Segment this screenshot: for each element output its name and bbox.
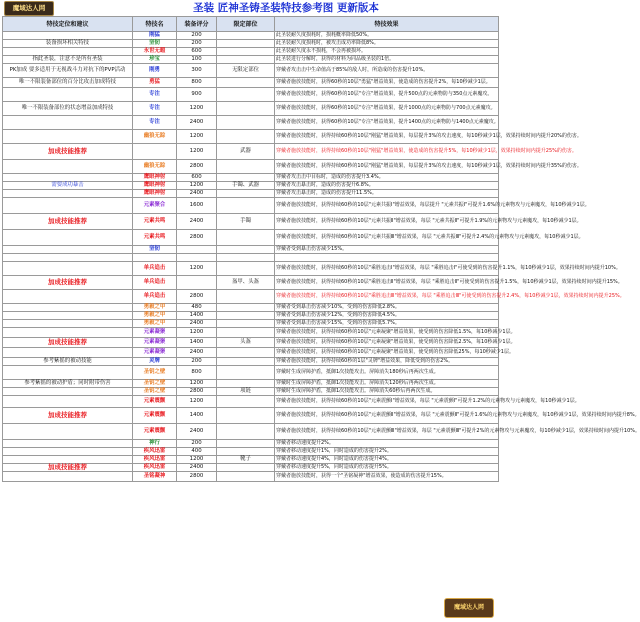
score-cell: 1400: [177, 338, 217, 348]
table-row: [3, 276, 499, 290]
slot-cell: [217, 312, 275, 320]
score-cell: 1200: [177, 380, 217, 388]
table-body: [3, 32, 640, 482]
slot-cell: [217, 246, 275, 254]
effect-cell: 穿戴者施放技能时，获得持续60秒的10层"元素震颤Ⅲ"增益效果，每层 "元素震颤Ⅲ"可提升2%的元素物攻与元素魔攻，每10秒减少1层，效果持续时间内提升10%。: [275, 424, 499, 440]
score-cell: 480: [177, 304, 217, 312]
score-cell: 600: [177, 48, 217, 56]
effect-cell: 穿戴者施放技能时，获得60秒的10层"专注"增益效果，提升1000点的元素物防与700点元素魔攻。: [275, 102, 499, 116]
skill-name-cell: 永世无暇: [133, 48, 177, 56]
slot-cell: 项链: [217, 388, 275, 396]
score-cell: 200: [177, 440, 217, 448]
position-cell: 加成技能推荐: [3, 276, 133, 290]
effect-cell: 穿戴者受到暴击伤害减少10%，受到的伤害降低2.8%。: [275, 304, 499, 312]
slot-cell: [217, 448, 275, 456]
table-row: [3, 174, 499, 182]
skill-name-cell: 专注: [133, 88, 177, 102]
position-cell: 加成技能推荐: [3, 214, 133, 230]
slot-cell: [217, 408, 275, 424]
skill-name-cell: 元素震颤: [133, 396, 177, 408]
skill-name-cell: [133, 254, 177, 262]
skill-name-cell: 圣钥之壁: [133, 380, 177, 388]
skill-table: [2, 16, 640, 482]
watermark-badge: 魔域达人网: [444, 598, 494, 618]
site-logo: 魔域达人网: [4, 1, 54, 16]
table-row: [3, 102, 499, 116]
score-cell: 1200: [177, 102, 217, 116]
table-row: [3, 380, 499, 388]
effect-cell: 穿戴者施放技能时，获得持续60秒的1层"灵牌"增益效果，降低受到的伤害2%。: [275, 358, 499, 366]
score-cell: 2400: [177, 348, 217, 358]
skill-name-cell: 元素凝聚: [133, 328, 177, 338]
score-cell: 1200: [177, 130, 217, 144]
skill-name-cell: 勇毅之甲: [133, 320, 177, 328]
skill-name-cell: 圣铭凝神: [133, 472, 177, 482]
slot-cell: [217, 88, 275, 102]
effect-cell: 穿戴者施放技能时，获得持续60秒的10层"乘胜追击Ⅲ"增益效果，每层 "乘胜追击Ⅲ"可使受到的伤害提升2.4%，每10秒减少1层，效果持续时间内提升25%。: [275, 290, 499, 304]
position-cell: [3, 254, 133, 262]
position-cell: [3, 32, 133, 40]
skill-name-cell: 单兵追击: [133, 276, 177, 290]
skill-name-cell: 鹰眼神射: [133, 174, 177, 182]
score-cell: 2400: [177, 116, 217, 130]
table-row: [3, 262, 499, 276]
header-score: 装备评分: [177, 17, 217, 32]
position-cell: [3, 88, 133, 102]
header-skill-name: 特技名: [133, 17, 177, 32]
position-cell: [3, 440, 133, 448]
score-cell: 2400: [177, 214, 217, 230]
slot-cell: [217, 440, 275, 448]
score-cell: 200: [177, 358, 217, 366]
table-header-row: [3, 17, 499, 32]
effect-cell: 穿戴时生成屏障护盾，抵御1次技能攻击。屏障消失120秒后再两次生成。: [275, 380, 499, 388]
effect-cell: 穿戴者施放技能时，获得持续60秒的10层"元素共振Ⅲ"增益效果，每层 "元素共振Ⅲ"可提升2.4%的元素物攻与元素魔攻，每10秒减少1层。: [275, 230, 499, 246]
table-row: [3, 328, 499, 338]
position-cell: 加成技能推荐: [3, 144, 133, 160]
skill-name-cell: 元素共鸣: [133, 230, 177, 246]
score-cell: [177, 246, 217, 254]
score-cell: 200: [177, 32, 217, 40]
slot-cell: [217, 348, 275, 358]
score-cell: 1400: [177, 312, 217, 320]
score-cell: 1200: [177, 262, 217, 276]
effect-cell: 穿戴者受到暴击伤害减少15%，受到的伤害降低5.7%。: [275, 320, 499, 328]
slot-cell: [217, 174, 275, 182]
skill-name-cell: 疾风迅雷: [133, 464, 177, 472]
position-cell: [3, 230, 133, 246]
position-cell: [3, 424, 133, 440]
table-row: [3, 396, 499, 408]
skill-name-cell: 单兵追击: [133, 262, 177, 276]
effect-cell: 穿戴者攻击暴击时，造成的伤害提升11.5%。: [275, 190, 499, 198]
effect-cell: 穿戴者移动速度提升4%，同时造成的伤害提升4%。: [275, 456, 499, 464]
skill-name-cell: 神行: [133, 440, 177, 448]
score-cell: [177, 254, 217, 262]
score-cell: 800: [177, 366, 217, 380]
score-cell: 1200: [177, 182, 217, 190]
position-cell: [3, 312, 133, 320]
position-cell: [3, 262, 133, 276]
slot-cell: 手镯: [217, 214, 275, 230]
table-row: [3, 464, 499, 472]
table-row: [3, 348, 499, 358]
table-row: [3, 320, 499, 328]
skill-name-cell: 刚勇: [133, 64, 177, 78]
score-cell: 2800: [177, 388, 217, 396]
slot-cell: [217, 102, 275, 116]
skill-name-cell: 圣钥之壁: [133, 366, 177, 380]
table-row: [3, 358, 499, 366]
position-cell: 唯一不限装备部位的百分比攻击加成特技: [3, 78, 133, 88]
table-row: [3, 116, 499, 130]
table-row: [3, 144, 499, 160]
skill-name-cell: 单兵追击: [133, 290, 177, 304]
score-cell: 1600: [177, 198, 217, 214]
table-row: [3, 32, 499, 40]
skill-name-cell: 刚猛: [133, 32, 177, 40]
score-cell: 2800: [177, 290, 217, 304]
position-cell: [3, 116, 133, 130]
table-row: [3, 472, 499, 482]
slot-cell: [217, 160, 275, 174]
position-cell: 加成技能推荐: [3, 338, 133, 348]
slot-cell: [217, 320, 275, 328]
table-row: [3, 424, 499, 440]
effect-cell: 此圣装耐久度永不损耗，不会再被损坏。: [275, 48, 499, 56]
position-cell: 参考紫摇的被动技能: [3, 358, 133, 366]
score-cell: 2800: [177, 472, 217, 482]
skill-name-cell: 幽狼无踪: [133, 160, 177, 174]
position-cell: [3, 472, 133, 482]
score-cell: 200: [177, 40, 217, 48]
position-cell: 加成技能推荐: [3, 408, 133, 424]
skill-name-cell: 元素共鸣: [133, 214, 177, 230]
slot-cell: [217, 366, 275, 380]
skill-name-cell: 幽狼无踪: [133, 130, 177, 144]
effect-cell: 穿戴者攻击暴击时，造成的伤害提升6.8%。: [275, 182, 499, 190]
table-row: [3, 408, 499, 424]
slot-cell: 手镯、武器: [217, 182, 275, 190]
slot-cell: [217, 40, 275, 48]
skill-name-cell: 灵牌: [133, 358, 177, 366]
table-row: [3, 182, 499, 190]
effect-cell: 穿戴者施放技能时，获得持续60秒的10层"元素震颤Ⅰ"增益效果，每层 "元素震颤Ⅰ"可提升1.2%的元素物攻与元素魔攻，每10秒减少1层。: [275, 396, 499, 408]
position-cell: [3, 198, 133, 214]
position-cell: [3, 328, 133, 338]
skill-name-cell: 坚韧: [133, 40, 177, 48]
skill-name-cell: 圣钥之壁: [133, 388, 177, 396]
table-row: [3, 56, 499, 64]
effect-cell: 此圣装耐久度损耗时，被攻击成功率降低8%。: [275, 40, 499, 48]
skill-name-cell: 勇毅之甲: [133, 304, 177, 312]
skill-name-cell: 鹰眼神射: [133, 190, 177, 198]
skill-name-cell: 鹰眼神射: [133, 182, 177, 190]
position-cell: 需要成功暴击: [3, 182, 133, 190]
slot-cell: [217, 262, 275, 276]
score-cell: 1200: [177, 456, 217, 464]
effect-cell: 穿戴者施放技能时，获得持续60秒的10层"刚猛"增益效果，每层提升3%的攻击速度，每10秒减少1层，效果持续时间内提升35%的伤害。: [275, 160, 499, 174]
title-bar: [0, 0, 500, 16]
effect-cell: 穿戴者受到暴击伤害减少15%。: [275, 246, 499, 254]
effect-cell: 穿戴者施放技能时，获得持续60秒的10层"刚猛"增益效果，使造成的伤害提升5%，每10秒减少1层，效果持续时间内提升25%的伤害。: [275, 144, 499, 160]
effect-cell: 穿戴者施放技能时，获得60秒的10层"专注"增益效果，提升1400点的元素物防与1400点元素魔攻。: [275, 116, 499, 130]
effect-cell: 穿戴者攻击击中生命值高于85%的敌人时，所造成的伤害提升10%。: [275, 64, 499, 78]
position-cell: [3, 366, 133, 380]
position-cell: [3, 388, 133, 396]
table-row: [3, 64, 499, 78]
position-cell: [3, 246, 133, 254]
slot-cell: [217, 472, 275, 482]
effect-cell: 穿戴者移动速度提升1%，同时造成的伤害提升2%。: [275, 448, 499, 456]
position-cell: 指此圣装，注意不是所有圣装: [3, 56, 133, 64]
effect-cell: 穿戴时生成屏障护盾，抵御1次技能攻击。屏障消失60秒后再两次生成。: [275, 388, 499, 396]
effect-cell: 穿戴者施放技能时，获得60秒的10层"专注"增益效果，提升500点的元素物防与350点元素魔攻。: [275, 88, 499, 102]
score-cell: 1400: [177, 408, 217, 424]
page-title: 圣装 匠神圣铸圣装特技参考图 更新版本: [193, 2, 379, 14]
slot-cell: [217, 190, 275, 198]
score-cell: 900: [177, 88, 217, 102]
header-position: 特技定位和建议: [3, 17, 133, 32]
score-cell: [177, 276, 217, 290]
skill-name-cell: 珍宝: [133, 56, 177, 64]
slot-cell: 无限定部位: [217, 64, 275, 78]
score-cell: 100: [177, 56, 217, 64]
slot-cell: 头盔: [217, 338, 275, 348]
effect-cell: 穿戴者施放技能时，获得持续60秒的10层"乘胜追击Ⅰ"增益效果，每层 "乘胜追击Ⅰ"可使受到的伤害提升1.1%，每10秒减少1层，效果持续时间内提升10%。: [275, 262, 499, 276]
effect-cell: 此圣装进行分解时，获得的材料为同品级圣装的1倍。: [275, 56, 499, 64]
slot-cell: [217, 304, 275, 312]
score-cell: 800: [177, 78, 217, 88]
position-cell: 装备损坏相关特技: [3, 40, 133, 48]
table-row: [3, 190, 499, 198]
table-row: [3, 130, 499, 144]
effect-cell: 此圣装耐久度损耗时，损耗概率降低50%。: [275, 32, 499, 40]
position-cell: [3, 190, 133, 198]
score-cell: 2400: [177, 320, 217, 328]
score-cell: 2400: [177, 464, 217, 472]
header-slot: 限定部位: [217, 17, 275, 32]
table-row: [3, 214, 499, 230]
effect-cell: 穿戴者施放技能时，获得一个"圣铭凝神"增益效果，使造成的伤害提升15%。: [275, 472, 499, 482]
position-cell: [3, 320, 133, 328]
score-cell: 400: [177, 448, 217, 456]
score-cell: 1200: [177, 396, 217, 408]
effect-cell: 穿戴者移动速度提升2%。: [275, 440, 499, 448]
skill-name-cell: 疾风迅雷: [133, 456, 177, 464]
slot-cell: [217, 396, 275, 408]
score-cell: 600: [177, 174, 217, 182]
position-cell: [3, 396, 133, 408]
skill-name-cell: 专注: [133, 102, 177, 116]
skill-name-cell: 勇毅之甲: [133, 312, 177, 320]
slot-cell: [217, 290, 275, 304]
skill-name-cell: 元素凝聚: [133, 348, 177, 358]
effect-cell: 穿戴者施放技能时，获得60秒的10层"勇猛"增益效果，使造成的伤害提升2%，每10秒减少1层。: [275, 78, 499, 88]
slot-cell: [217, 358, 275, 366]
score-cell: 2400: [177, 190, 217, 198]
score-cell: 1200: [177, 328, 217, 338]
skill-name-cell: 元素震颤: [133, 408, 177, 424]
table-row: [3, 246, 499, 254]
position-cell: [3, 304, 133, 312]
slot-cell: [217, 116, 275, 130]
position-cell: [3, 174, 133, 182]
slot-cell: [217, 78, 275, 88]
skill-name-cell: 专注: [133, 116, 177, 130]
table-row: [3, 388, 499, 396]
table-row: [3, 48, 499, 56]
table-row: [3, 448, 499, 456]
position-cell: [3, 160, 133, 174]
effect-cell: 穿戴者施放技能时，获得持续60秒的10层"元素凝聚"增益效果，使受到的伤害降低25%，每10秒减少1层。: [275, 348, 499, 358]
table-row: [3, 40, 499, 48]
effect-cell: 穿戴时生成屏障护盾，抵御1次技能攻击。屏障消失180秒后再两次生成。: [275, 366, 499, 380]
slot-cell: [217, 380, 275, 388]
position-cell: 参考紫摇的被动护盾；同时附带伤害: [3, 380, 133, 388]
header-effect: 特技效果: [275, 17, 499, 32]
effect-cell: 穿戴者施放技能时，获得持续60秒的10层"刚猛"增益效果，每层提升3%的攻击速度，每10秒减少1层，效果持续时间内提升20%的伤害。: [275, 130, 499, 144]
table-row: [3, 230, 499, 246]
effect-cell: 穿戴者攻击击中目标时，造成的伤害提升3.4%。: [275, 174, 499, 182]
position-cell: [3, 348, 133, 358]
position-cell: [3, 130, 133, 144]
skill-name-cell: 元素聚合: [133, 198, 177, 214]
slot-cell: [217, 464, 275, 472]
effect-cell: 穿戴者施放技能时，获得持续60秒的10层"元素共振Ⅱ"增益效果，每层 "元素共振Ⅱ"可提升1.9%的元素物攻与元素魔攻，每10秒减少1层。: [275, 214, 499, 230]
skill-name-cell: 坚韧: [133, 246, 177, 254]
slot-cell: [217, 198, 275, 214]
table-row: [3, 198, 499, 214]
position-cell: [3, 448, 133, 456]
effect-cell: 穿戴者施放技能时，获得持续60秒的10层"元素共振Ⅰ"增益效果，每层提升 "元素共振Ⅰ"可提升1.6%的元素物攻与元素魔攻，每10秒减少1层。: [275, 198, 499, 214]
score-cell: 2800: [177, 230, 217, 246]
table-row: [3, 78, 499, 88]
table-row: [3, 290, 499, 304]
score-cell: 300: [177, 64, 217, 78]
table-row: [3, 88, 499, 102]
slot-cell: 武器: [217, 144, 275, 160]
table-row: [3, 366, 499, 380]
slot-cell: [217, 254, 275, 262]
slot-cell: [217, 48, 275, 56]
score-cell: 1200: [177, 144, 217, 160]
effect-cell: [275, 254, 499, 262]
effect-cell: 穿戴者施放技能时，获得持续60秒的10层"元素震颤Ⅱ"增益效果，每层 "元素震颤Ⅱ"可提升1.6%的元素物攻与元素魔攻，每10秒减少1层，效果持续时间内提升8%。: [275, 408, 499, 424]
table-row: [3, 312, 499, 320]
effect-cell: 穿戴者施放技能时，获得持续60秒的10层"元素凝聚"增益效果，使受到的伤害降低2.5%，每10秒减少1层。: [275, 338, 499, 348]
slot-cell: [217, 130, 275, 144]
skill-name-cell: [133, 144, 177, 160]
skill-name-cell: 元素凝聚: [133, 338, 177, 348]
position-cell: 唯一不限装备部位的状态增益加成特技: [3, 102, 133, 116]
slot-cell: [217, 424, 275, 440]
slot-cell: [217, 328, 275, 338]
table-row: [3, 160, 499, 174]
slot-cell: 盔甲、头盔: [217, 276, 275, 290]
slot-cell: 靴子: [217, 456, 275, 464]
position-cell: [3, 48, 133, 56]
score-cell: 2800: [177, 160, 217, 174]
position-cell: PK加成 要多适用于无视战斗力对抗下的PVP活动: [3, 64, 133, 78]
effect-cell: 穿戴者施放技能时，获得持续60秒的10层"乘胜追击Ⅱ"增益效果，每层 "乘胜追击Ⅱ"可使受到的伤害提升1.5%，每10秒减少1层，效果持续时间内提升15%。: [275, 276, 499, 290]
table-row: [3, 338, 499, 348]
skill-name-cell: 疾风迅雷: [133, 448, 177, 456]
skill-name-cell: 勇猛: [133, 78, 177, 88]
effect-cell: 穿戴者施放技能时，获得持续60秒的10层"元素凝聚"增益效果，使受到的伤害降低1.5%，每10秒减少1层。: [275, 328, 499, 338]
slot-cell: [217, 32, 275, 40]
effect-cell: 穿戴者受到暴击伤害减少12%，受到的伤害降低4.5%。: [275, 312, 499, 320]
skill-name-cell: 元素震颤: [133, 424, 177, 440]
table-row: [3, 440, 499, 448]
slot-cell: [217, 230, 275, 246]
position-cell: [3, 290, 133, 304]
position-cell: 加成技能推荐: [3, 464, 133, 472]
slot-cell: [217, 56, 275, 64]
effect-cell: 穿戴者移动速度提升5%，同时造成的伤害提升5%。: [275, 464, 499, 472]
table-row: [3, 254, 499, 262]
score-cell: 2400: [177, 424, 217, 440]
table-row: [3, 304, 499, 312]
